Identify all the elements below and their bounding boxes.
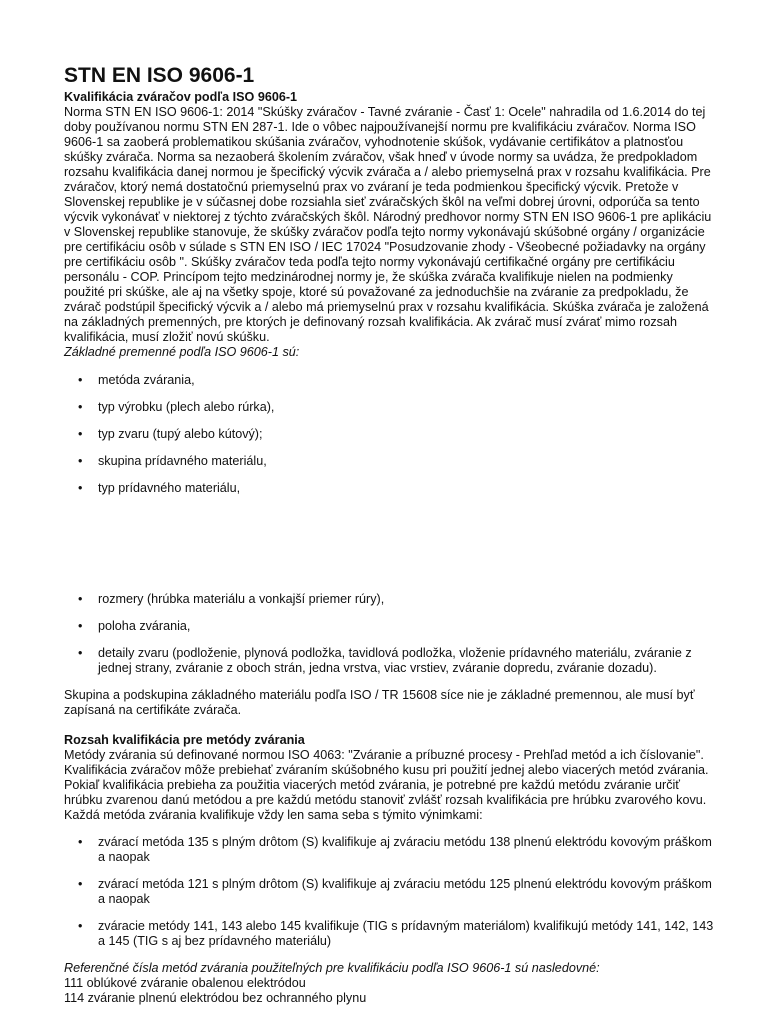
section-paragraph: Metódy zvárania sú definované normou ISO 4063: "Zváranie a príbuzné procesy - Prehľad metód a ich číslovanie". Kvalifikácia zváračov môže prebiehať zváraním skúšobného kusu pri použití jednej alebo viacerých metód zvárania. Pokiaľ kvalifikácia prebieha za použitia viacerých metód zvárania, je potrebné pre každú metódu zváranie určiť hrúbku zvarenou danú metódou a pre každú metódu stanoviť zvlášť rozsah kvalifikácia pre hrúbku zvarového kovu. Každá metóda zvárania kvalifikuje vždy len sama seba s týmito výnimkami: xyxy=(64,748,709,822)
list-item: • detaily zvaru (podloženie, plynová podložka, tavidlová podložka, vloženie prídavného materiálu, zváranie z jednej strany, zváranie z oboch strán, jedna vrstva, viac vrstiev, zváranie dopredu, zváranie dozadu). xyxy=(64,646,714,676)
basic-variables-list-continued xyxy=(64,592,714,676)
list-item: • zvárací metóda 121 s plným drôtom (S) kvalifikuje aj zváraciu metódu 125 plnenú elektródu kovovým práškom a naopak xyxy=(64,877,714,907)
list-item: • metóda zvárania, xyxy=(64,373,714,388)
variables-heading: Základné premenné podľa ISO 9606-1 sú: xyxy=(64,345,300,359)
reference-line: 114 zváranie plnenú elektródou bez ochranného plynu xyxy=(64,991,367,1005)
document-title: STN EN ISO 9606-1 xyxy=(64,64,255,87)
basic-variables-list xyxy=(64,373,714,496)
document-page xyxy=(64,62,714,1006)
document-subtitle: Kvalifikácia zváračov podľa ISO 9606-1 xyxy=(64,90,298,104)
exceptions-list xyxy=(64,835,714,949)
list-item: • typ výrobku (plech alebo rúrka), xyxy=(64,400,714,415)
list-item: • rozmery (hrúbka materiálu a vonkajší priemer rúry), xyxy=(64,592,714,607)
subgroup-note: Skupina a podskupina základného materiálu podľa ISO / TR 15608 síce nie je základné premennou, ale musí byť zapísaná na certifikáte zvárača. xyxy=(64,688,695,717)
list-item: • zváracie metódy 141, 143 alebo 145 kvalifikuje (TIG s prídavným materiálom) kvalifikujú metódy 141, 142, 143 a 145 (TIG s aj bez prídavného materiálu) xyxy=(64,919,714,949)
list-item: • poloha zvárania, xyxy=(64,619,714,634)
list-item: • skupina prídavného materiálu, xyxy=(64,454,714,469)
references-intro: Referenčné čísla metód zvárania použiteľných pre kvalifikáciu podľa ISO 9606-1 sú nasledovné: xyxy=(64,961,600,975)
list-item: • zvárací metóda 135 s plným drôtom (S) kvalifikuje aj zváraciu metódu 138 plnenú elektródu kovovým práškom a naopak xyxy=(64,835,714,865)
list-item: • typ prídavného materiálu, xyxy=(64,481,714,496)
intro-paragraph: Norma STN EN ISO 9606-1: 2014 "Skúšky zváračov - Tavné zváranie - Časť 1: Ocele" nahradila od 1.6.2014 do tej doby používanou normu STN EN 287-1. Ide o vôbec najpoužívanejší normu pre kvalifikáciu zváračov. Norma ISO 9606-1 sa zaoberá problematikou skúšania zváračov, vyhodnotenie skúšok, vydávanie certifikátov a platnosťou skúšky zvárača. Norma sa nezaoberá školením zváračov, však hneď v úvode normy sa uvádza, že predpokladom rozsahu kvalifikácia danej normou je špecifický výcvik zvárača a / alebo priemyselná prax v rozsahu kvalifikácia. Pre zváračov, ktorý nemá dostatočnú priemyselnú prax vo zváraní je teda podmienkou špecifický výcvik. Pretože v Slovenskej republike je v súčasnej dobe rozsiahla sieť zváračských škôl na veľmi dobrej úrovni, odporúča sa tento výcvik vykonávať v niektorej z týchto zváračských škôl. Národný predhovor normy STN EN ISO 9606-1 pre aplikáciu v Slovenskej republike stanovuje, že skúšky zváračov podľa tejto normy vykonávajú skúšobné orgány / organizácie pre certifikáciu osôb v súlade s STN EN ISO / IEC 17024 "Posudzovanie zhody - Všeobecné požiadavky na orgány pre certifikáciu osôb ". Skúšky zváračov teda podľa tejto normy vykonávajú certifikačné orgány pre certifikáciu personálu - COP. Princípom tejto medzinárodnej normy je, že skúška zvárača kvalifikuje nielen na podmienky použité pri skúške, ale aj na všetky spoje, ktoré sú považované za jednoduchšie na zváranie za predpokladu, že zvárač podstúpil špecifický výcvik a / alebo má priemyselnú prax v rozsahu kvalifikácia. Skúška zvárača je založená na základných premenných, pre ktorých je definovaný rozsah kvalifikácia. Ak zvárač musí zvárať mimo rozsah kvalifikácia, musí zložiť novú skúšku. xyxy=(64,105,712,344)
list-item: • typ zvaru (tupý alebo kútový); xyxy=(64,427,714,442)
section-heading: Rozsah kvalifikácia pre metódy zvárania xyxy=(64,733,305,747)
reference-line: 111 oblúkové zváranie obalenou elektródou xyxy=(64,976,306,990)
